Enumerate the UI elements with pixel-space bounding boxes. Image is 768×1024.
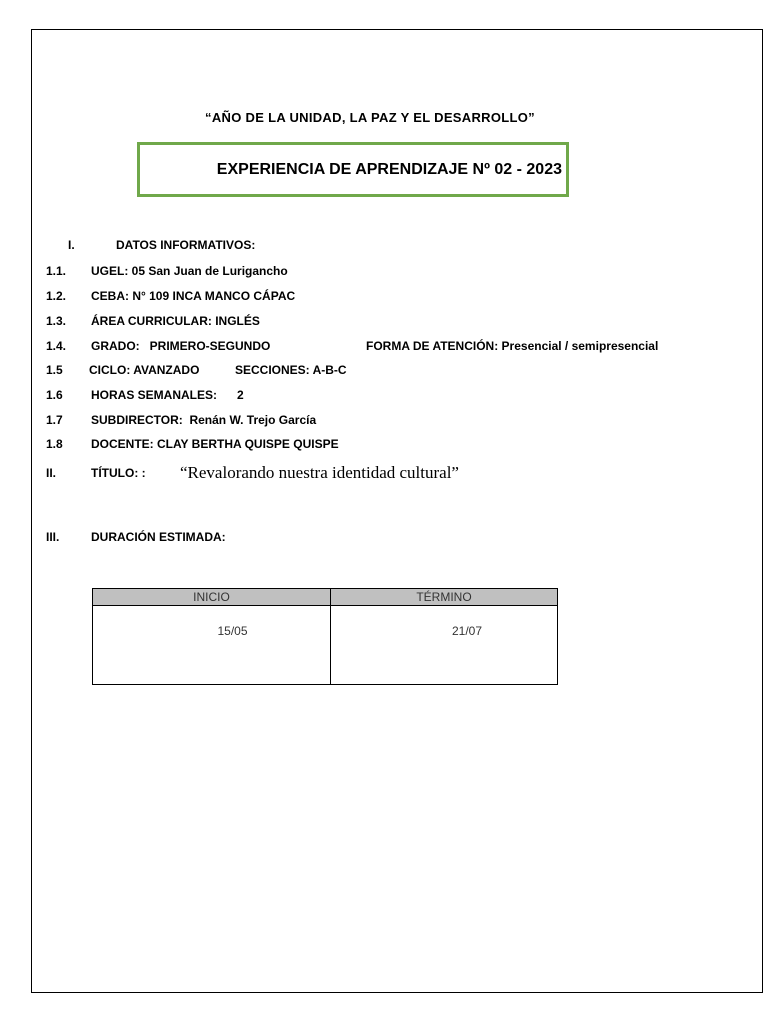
item-text: ÁREA CURRICULAR: INGLÉS	[91, 314, 260, 328]
end-cell	[331, 606, 558, 685]
item-number: 1.5	[46, 363, 63, 377]
start-header: INICIO	[93, 589, 331, 606]
item-number: 1.7	[46, 413, 63, 427]
item-text: HORAS SEMANALES: 2	[91, 388, 244, 402]
item-number: 1.6	[46, 388, 63, 402]
item-number: 1.4.	[46, 339, 67, 353]
end-date: 21/07	[451, 624, 483, 638]
table-row	[93, 606, 558, 685]
item-number: 1.3.	[46, 314, 67, 328]
title-label: TÍTULO: :	[91, 466, 146, 480]
section-number: II.	[46, 466, 57, 480]
table-header-row	[93, 589, 558, 606]
document-title: EXPERIENCIA DE APRENDIZAJE Nº 02 - 2023	[216, 160, 562, 178]
duration-label: DURACIÓN ESTIMADA:	[91, 530, 226, 544]
item-text: CEBA: N° 109 INCA MANCO CÁPAC	[91, 289, 296, 303]
section-number: III.	[46, 530, 60, 544]
item-text: GRADO: PRIMERO-SEGUNDO	[91, 339, 271, 353]
attendance-mode: FORMA DE ATENCIÓN: Presencial / semipresencial	[366, 339, 659, 353]
end-header: TÉRMINO	[331, 589, 558, 606]
item-text: SUBDIRECTOR: Renán W. Trejo García	[91, 413, 317, 427]
section-label: DATOS INFORMATIVOS:	[116, 238, 256, 252]
section-number: I.	[68, 238, 75, 252]
sections: SECCIONES: A-B-C	[235, 363, 347, 377]
start-date: 15/05	[217, 624, 248, 638]
motto: “AÑO DE LA UNIDAD, LA PAZ Y EL DESARROLLO”	[205, 110, 535, 125]
start-cell	[93, 606, 331, 685]
duration-table	[92, 588, 558, 685]
item-text: CICLO: AVANZADO	[89, 363, 200, 377]
item-text: DOCENTE: CLAY BERTHA QUISPE QUISPE	[91, 437, 339, 451]
experience-title: “Revalorando nuestra identidad cultural”	[180, 463, 459, 482]
title-box	[137, 142, 569, 197]
item-number: 1.1.	[46, 264, 67, 278]
item-text: UGEL: 05 San Juan de Lurigancho	[91, 264, 288, 278]
item-number: 1.8	[46, 437, 63, 451]
item-number: 1.2.	[46, 289, 67, 303]
